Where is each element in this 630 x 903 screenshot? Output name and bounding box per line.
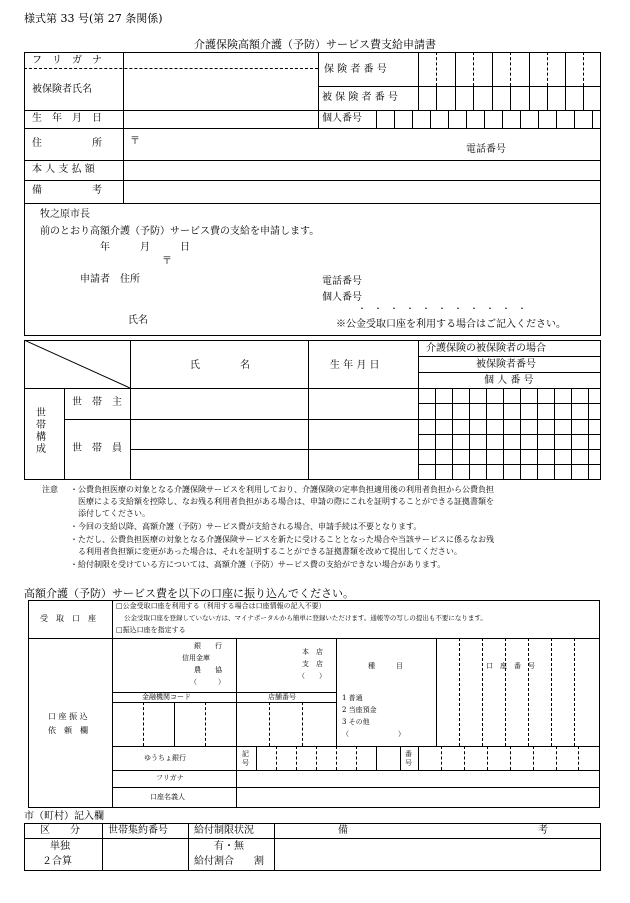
household-label-1: 世 [36,408,46,419]
note-line: 添付してください。 [70,509,150,518]
applicant-name-label: 氏名 [128,315,148,326]
public-account-note: ※公金受取口座を利用する場合はご記入ください。 [336,319,566,330]
household-label-3: 構 [36,432,46,443]
birth-label: 生 年 月 日 [32,113,102,124]
kigo-label-2: 号 [242,759,249,767]
bank-type-4: （ ） [190,678,225,686]
notes-label: 注意 [42,485,58,494]
insurer-number-label: 保 険 者 番 号 [324,64,387,75]
bank-type-1: 銀 行 [194,642,222,650]
note-line: 医療による支給額を控除し、なお残る利用者負担がある場合は、申請の際にこれを証明することができる証拠書類を [70,497,494,506]
branch-code-label: 店舗番号 [268,693,296,701]
bank-code-label: 金融機関コード [142,693,191,701]
kigo-label-1: 記 [242,750,249,758]
note-line: ・今回の支給以降、高額介護（予防）サービス費が支給される場合、申請手続は不要となります。 [70,522,422,531]
holder-furigana-label: フリガナ [156,774,184,782]
benefit-ratio: 給付割合 割 [194,856,264,867]
household-label-4: 成 [36,444,46,455]
note-line: ・給付制限を受けている方については、高額介護（予防）サービス費の支給ができない場合があります。 [70,560,446,569]
category-combined: ２合算 [42,856,72,867]
limit-yes-no: 有・無 [214,841,244,852]
note-line: ・公費負担医療の対象となる介護保険サービスを利用しており、介護保険の定率負担適用後の利用者負担から公費負担 [70,485,494,494]
yucho-label: ゆうちょ銀行 [144,754,186,762]
account-kind-2: 2 当座預金 [342,706,377,714]
account-kind-4: （ ） [342,730,405,738]
applicant-postal: 〒 [162,256,172,267]
branch-type-1: 本 店 [302,648,323,656]
insured-number-label: 被 保 険 者 番 号 [322,92,398,103]
account-number-header: 口 座 番 号 [486,662,535,670]
city-col-category: 区 分 [40,825,80,836]
application-statement: 前のとおり高額介護（予防）サービス費の支給を申請します。 [40,226,320,237]
remarks-label: 備 考 [32,185,102,196]
col-insured-header: 介護保険の被保険者の場合 [426,343,546,354]
applicant-address-label: 申請者 住所 [80,274,140,285]
city-col-remarks: 備 考 [338,825,548,836]
furigana-label: フ リ ガ ナ [32,55,102,66]
self-pay-label: 本 人 支 払 額 [32,164,95,175]
receive-account-label: 受 取 口 座 [40,614,96,623]
bank-table [28,600,600,808]
branch-type-2: 支 店 [302,660,323,668]
city-col-household: 世帯集約番号 [108,825,168,836]
applicant-phone-label: 電話番号 [322,276,362,287]
application-date: 年 月 日 [100,242,190,253]
account-holder-label: 口座名義人 [150,793,185,801]
city-heading: 市（町村）記入欄 [24,811,104,822]
mayor-address: 牧之原市長 [40,209,90,220]
transfer-account-option[interactable]: □振込口座を指定する [116,626,186,634]
public-account-option[interactable]: □公金受取口座を利用する（利用する場合は口座情報の記入不要） [116,602,326,610]
household-label-2: 帯 [36,420,46,431]
bango-label-1: 番 [405,750,412,758]
note-line: ・ただし、公費負担医療の対象となる介護保険サービスを新たに受けることとなった場合や当該サービスに係るなお残 [70,535,494,544]
applicant-mynumber-label: 個人番号 [322,292,362,303]
insured-name-label: 被保険者氏名 [32,84,92,95]
form-number: 様式第 33 号(第 27 条関係) [24,12,163,25]
address-label: 住 所 [32,138,102,149]
col-insured-number: 被保険者番号 [476,359,536,370]
postal-mark: 〒 [130,136,140,147]
col-mynumber: 個 人 番 号 [484,375,534,386]
mynumber-dots: ・ ・ ・ ・ ・ ・ ・ ・ ・ ・ ・ [358,304,526,313]
transfer-label-1: 口 座 振 込 [48,712,88,721]
account-kind-header: 種 目 [368,662,403,670]
household-member-label: 世 帯 員 [72,443,122,454]
note-line: る利用者負担額に変更があった場合は、それを証明することができる証拠書類を改めて提出してください。 [70,547,462,556]
mynumber-label: 個人番号 [322,113,362,124]
phone-label: 電話番号 [466,144,506,155]
bank-type-3: 農 協 [194,666,222,674]
col-birth-header: 生 年 月 日 [330,360,380,371]
household-head-label: 世 帯 主 [72,397,122,408]
branch-type-3: （ ） [298,672,326,680]
transfer-label-2: 依 頼 欄 [48,726,88,735]
account-kind-1: 1 普通 [342,694,363,702]
category-single: 単独 [50,841,70,852]
application-block [24,203,601,336]
public-account-option-note: 公金受取口座を登録していない方は、マイナポータルから簡単に登録いただけます。通帳等の写しの提出も不要になります。 [124,614,487,622]
bank-heading: 高額介護（予防）サービス費を以下の口座に振り込んでください。 [24,587,354,600]
bango-label-2: 号 [405,759,412,767]
bank-type-2: 信用金庫 [182,654,210,662]
col-name-header: 氏 名 [190,360,250,371]
diagonal-line [24,340,130,388]
account-kind-3: 3 その他 [342,718,370,726]
city-col-limit: 給付制限状況 [194,825,254,836]
form-title: 介護保険高額介護（予防）サービス費支給申請書 [194,38,436,51]
